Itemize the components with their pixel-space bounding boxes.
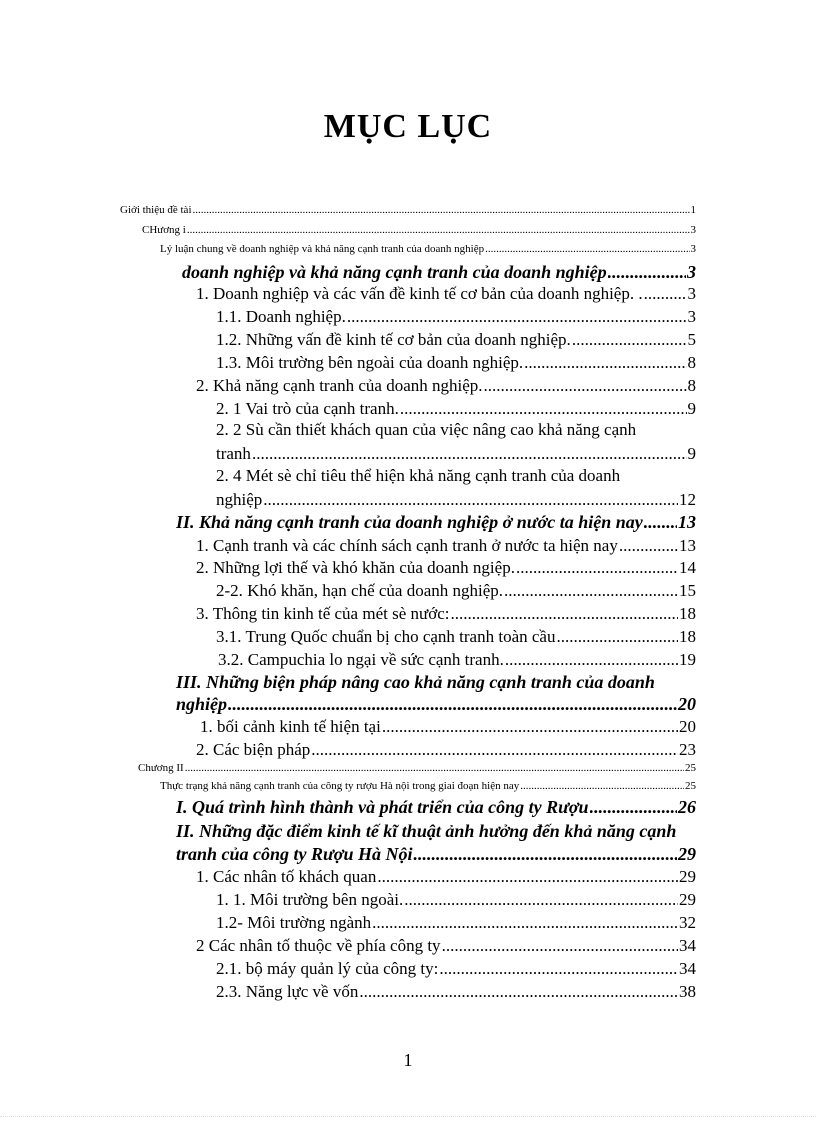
toc-leader: [556, 627, 678, 647]
toc-leader: [404, 890, 678, 910]
toc-entry-ii-1[interactable]: [196, 536, 696, 556]
toc-page: 14: [679, 558, 696, 577]
toc-leader: [263, 490, 678, 510]
toc-label: 3. Thông tin kinh tế của mét sè nước:: [196, 604, 450, 623]
toc-page: 8: [687, 353, 696, 372]
toc-page: 9: [687, 399, 696, 418]
toc-entry-2-2-line1[interactable]: 2. 2 Sù cần thiết khách quan của việc nâng cao khả năng cạnh: [216, 420, 637, 439]
toc-leader: [644, 512, 677, 533]
toc-entry-ii-3-2[interactable]: [218, 650, 696, 670]
toc-page: 19: [679, 650, 696, 669]
toc-label: tranh của công ty Rượu Hà Nội: [176, 844, 413, 864]
toc-label: CHương i: [142, 224, 186, 236]
toc-entry-ch2-1[interactable]: [196, 867, 696, 887]
toc-label: 1. Doanh nghiệp và các vấn đề kinh tế cơ bản của doanh nghiệp. .: [196, 284, 643, 303]
toc-entry-section-iii-line1[interactable]: III. Những biện pháp nâng cao khả năng cạnh tranh của doanh: [176, 672, 655, 692]
toc-label: doanh nghiệp và khả năng cạnh tranh của doanh nghiệp: [182, 262, 607, 282]
toc-page: 25: [685, 762, 696, 774]
toc-label: 2 Các nhân tố thuộc về phía công ty: [196, 936, 441, 955]
toc-page: 38: [679, 982, 696, 1001]
toc-leader: [193, 204, 690, 216]
toc-page: 3: [687, 307, 696, 326]
toc-label: II. Khả năng cạnh tranh của doanh nghiệp ở nước ta hiện nay: [176, 512, 643, 532]
toc-entry-intro[interactable]: [120, 204, 696, 216]
toc-label: Giới thiệu đề tài: [120, 204, 192, 216]
toc-entry-2[interactable]: [196, 376, 696, 396]
toc-label: 1. Cạnh tranh và các chính sách cạnh tranh ở nước ta hiện nay: [196, 536, 618, 555]
toc-leader: [252, 444, 687, 464]
toc-entry-ii-2[interactable]: [196, 558, 696, 578]
toc-label: 2.3. Năng lực về vốn: [216, 982, 359, 1001]
toc-leader: [347, 307, 687, 327]
toc-entry-ch2-1-2[interactable]: [216, 913, 696, 933]
toc-leader: [187, 224, 690, 236]
toc-leader: [439, 959, 678, 979]
toc-entry-iii-2[interactable]: [196, 740, 696, 760]
toc-page: 18: [679, 604, 696, 623]
toc-page: 8: [687, 376, 696, 395]
toc-entry-ch2-section-ii[interactable]: [176, 844, 696, 865]
page-number: 1: [403, 1050, 413, 1070]
toc-page: 9: [687, 444, 696, 463]
toc-label: 3.2. Campuchia lo ngại về sức cạnh tranh.: [218, 650, 504, 669]
toc-leader: [185, 762, 684, 774]
toc-page: 5: [687, 330, 696, 349]
toc-leader: [484, 376, 687, 396]
toc-label: tranh: [216, 444, 251, 463]
toc-leader: [608, 262, 686, 283]
toc-entry-section-iii[interactable]: [176, 694, 696, 715]
toc-label: 1.2- Môi trường ngành: [216, 913, 372, 932]
toc-entry-1[interactable]: [196, 284, 696, 304]
toc-page: 34: [679, 959, 696, 978]
toc-leader: [372, 913, 678, 933]
toc-label: 1. bối cảnh kinh tế hiện tại: [200, 717, 381, 736]
toc-leader: [377, 867, 678, 887]
toc-label: 2. Những lợi thế và khó khăn của doanh ngiệp.: [196, 558, 515, 577]
toc-entry-ii-3[interactable]: [196, 604, 696, 624]
toc-leader: [382, 717, 678, 737]
toc-page: 29: [679, 890, 696, 909]
toc-label: Thực trạng khả năng cạnh tranh của công ty rượu Hà nội trong giai đoạn hiện nay: [160, 780, 520, 792]
toc-entry-1-1[interactable]: [216, 307, 696, 327]
toc-page: 20: [679, 717, 696, 736]
toc-leader: [590, 797, 677, 818]
toc-entry-section-ii[interactable]: [176, 512, 696, 533]
toc-entry-2-4-line1[interactable]: 2. 4 Mét sè chỉ tiêu thể hiện khả năng cạnh tranh của doanh: [216, 466, 621, 485]
toc-entry-chapter-1-title[interactable]: [160, 243, 696, 255]
toc-leader: [400, 399, 687, 419]
toc-page: 34: [679, 936, 696, 955]
toc-leader: [442, 936, 678, 956]
page-title: MỤC LỤC: [323, 108, 493, 145]
toc-entry-1-2[interactable]: [216, 330, 696, 350]
toc-label: 1.3. Môi trường bên ngoài của doanh nghiệp.: [216, 353, 524, 372]
toc-page: 13: [679, 536, 696, 555]
toc-leader: [619, 536, 678, 556]
toc-page: 32: [679, 913, 696, 932]
toc-leader: [504, 581, 678, 601]
toc-entry-2-1[interactable]: [216, 399, 696, 419]
toc-label: nghiệp: [176, 694, 228, 714]
toc-page: 3: [687, 284, 696, 303]
toc-entry-chapter-2-title[interactable]: [160, 780, 696, 792]
toc-leader: [228, 694, 677, 715]
toc-page: 15: [679, 581, 696, 600]
toc-entry-chapter-1[interactable]: [142, 224, 696, 236]
toc-page: 26: [678, 797, 696, 817]
toc-label: 2. Các biện pháp: [196, 740, 311, 759]
toc-page: 3: [690, 243, 696, 255]
toc-entry-ch2-2-1[interactable]: [216, 959, 696, 979]
toc-entry-ii-2-2[interactable]: [216, 581, 696, 601]
toc-page: 29: [678, 844, 696, 864]
toc-leader: [311, 740, 678, 760]
toc-label: nghiệp: [216, 490, 263, 509]
toc-page: 3: [687, 262, 696, 282]
toc-leader: [505, 650, 678, 670]
toc-page: 25: [685, 780, 696, 792]
toc-page: 1: [690, 204, 696, 216]
toc-leader: [572, 330, 687, 350]
toc-entry-ch2-2-3[interactable]: [216, 982, 696, 1002]
toc-entry-ch2-section-ii-line1[interactable]: II. Những đặc điểm kinh tế kĩ thuật ảnh hưởng đến khả năng cạnh: [176, 821, 677, 841]
toc-entry-chapter-2[interactable]: [138, 762, 696, 774]
toc-entry-1-3[interactable]: [216, 353, 696, 373]
toc-page: 13: [678, 512, 696, 532]
toc-page: 18: [679, 627, 696, 646]
toc-leader: [413, 844, 677, 865]
toc-label: 1. Các nhân tố khách quan: [196, 867, 377, 886]
toc-leader: [485, 243, 689, 255]
toc-entry-ch2-2[interactable]: [196, 936, 696, 956]
toc-entry-ch2-1-1[interactable]: [216, 890, 696, 910]
toc-leader: [644, 284, 687, 304]
toc-label: I. Quá trình hình thành và phát triển của công ty Rượu: [176, 797, 589, 817]
toc-entry-iii-1[interactable]: [200, 717, 696, 737]
toc-label: Lý luận chung về doanh nghiệp và khả năng cạnh tranh của doanh nghiệp: [160, 243, 485, 255]
toc-page: 20: [678, 694, 696, 714]
toc-label: Chương II: [138, 762, 184, 774]
toc-leader: [524, 353, 686, 373]
toc-leader: [359, 982, 678, 1002]
toc-leader: [450, 604, 678, 624]
toc-label: 2.1. bộ máy quản lý của công ty:: [216, 959, 439, 978]
toc-entry-2-4[interactable]: [216, 490, 696, 510]
toc-label: 3.1. Trung Quốc chuẩn bị cho cạnh tranh toàn cầu: [216, 627, 556, 646]
toc-label: 2-2. Khó khăn, hạn chế của doanh nghiệp.: [216, 581, 504, 600]
page-bottom-rule: [0, 1116, 816, 1117]
toc-page: 23: [679, 740, 696, 759]
toc-page: 12: [679, 490, 696, 509]
toc-label: 1.2. Những vấn đề kinh tế cơ bản của doanh nghiệp.: [216, 330, 571, 349]
toc-leader: [516, 558, 678, 578]
toc-entry-ch2-section-i[interactable]: [176, 797, 696, 818]
toc-leader: [520, 780, 684, 792]
toc-label: 1.1. Doanh nghiệp.: [216, 307, 346, 326]
toc-page: 29: [679, 867, 696, 886]
toc-entry-ii-3-1[interactable]: [216, 627, 696, 647]
toc-label: 2. 1 Vai trò của cạnh tranh.: [216, 399, 399, 418]
toc-entry-section-i[interactable]: [182, 262, 696, 283]
toc-page: 3: [690, 224, 696, 236]
toc-label: 2. Khả năng cạnh tranh của doanh nghiệp.: [196, 376, 483, 395]
toc-label: 1. 1. Môi trường bên ngoài.: [216, 890, 404, 909]
toc-entry-2-2[interactable]: [216, 444, 696, 464]
